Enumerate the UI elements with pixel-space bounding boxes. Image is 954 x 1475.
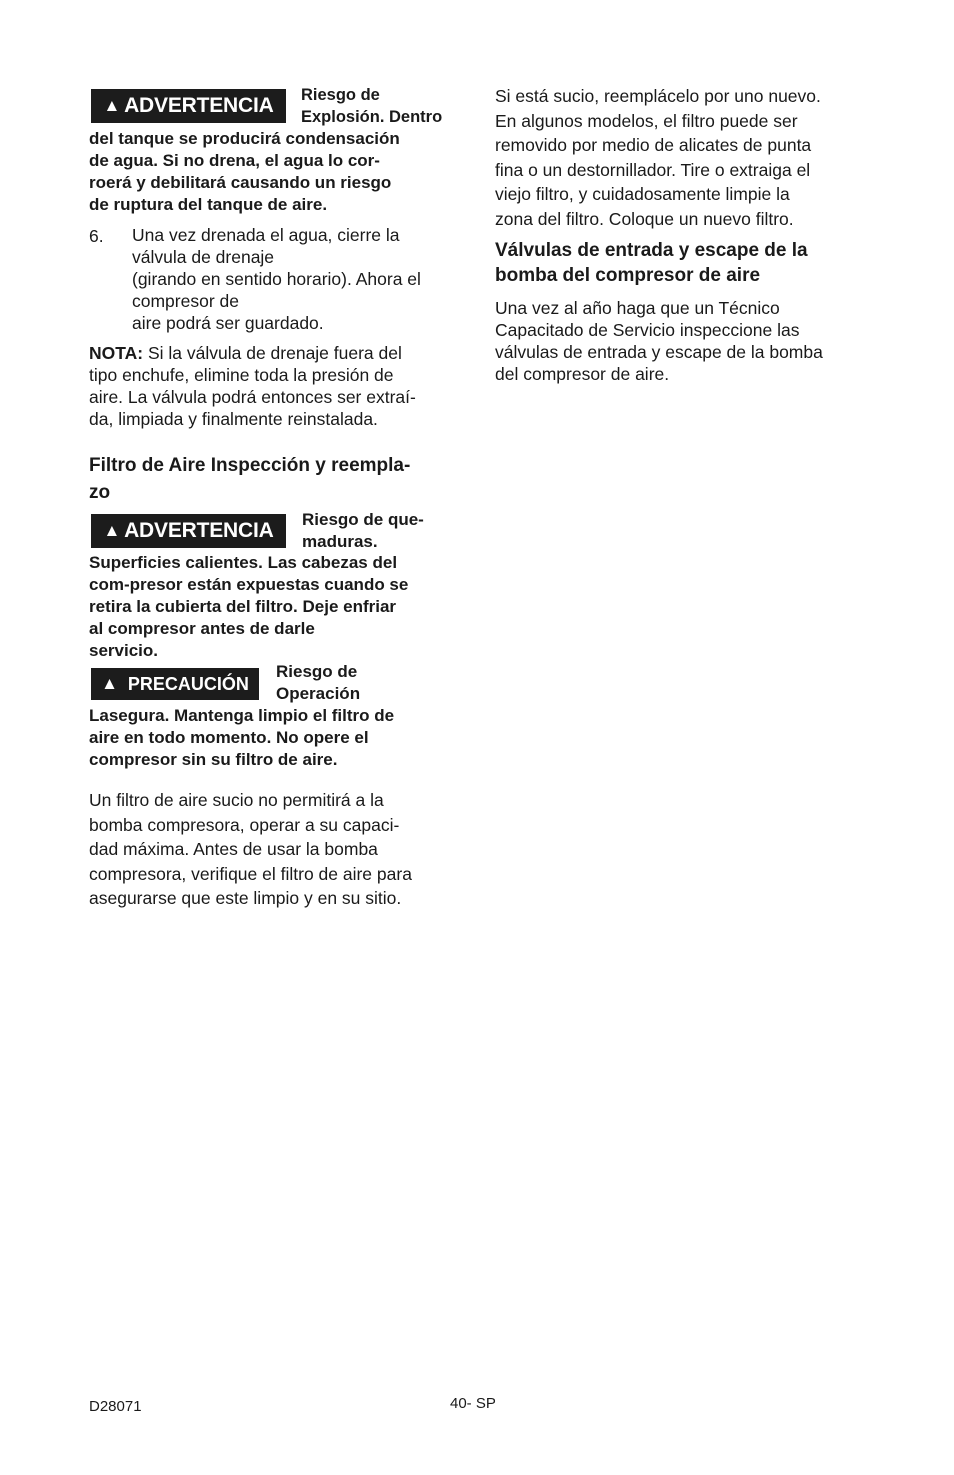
warning-body: Superficies calientes. Las cabezas del com-presor están expuestas cuando se retira la cubierta del filtro. Deje enfriar al compresor antes de darle servicio.	[89, 553, 409, 660]
filter-replace-paragraph: Si está sucio, reemplácelo por uno nuevo. En algunos modelos, el filtro puede ser removido por medio de alicates de punta fina o un destornillador. Tire o extraiga el viejo filtro, y cuidadosamente limpie la zona del filtro. Coloque un nuevo filtro.	[495, 86, 821, 229]
warning-badge	[91, 89, 286, 123]
step-6	[89, 224, 461, 336]
warning-side-text: Riesgo de Explosión. Dentro	[301, 86, 443, 126]
note-paragraph: NOTA: Si la válvula de drenaje fuera del tipo enchufe, elimine toda la presión de aire. La válvula podrá entonces ser extraí- da, limpiada y finalmente reinstalada.	[89, 343, 416, 429]
warning-badge-label: ADVERTENCIA	[124, 94, 274, 117]
filter-paragraph: Un filtro de aire sucio no permitirá a la bomba compresora, operar a su capaci- dad máxima. Antes de usar la bomba compresora, verifique el filtro de aire para asegurarse que este limpio y en su sitio.	[89, 790, 412, 908]
warning-triangle-icon: ▲	[101, 674, 118, 693]
warning-triangle-icon: ▲	[103, 521, 121, 540]
page-number: 40- SP	[450, 1395, 496, 1412]
caution-body: Lasegura. Mantenga limpio el filtro de aire en todo momento. No opere el compresor sin su filtro de aire.	[89, 706, 395, 769]
caution-side-text: Riesgo de Operación	[276, 662, 361, 703]
warning-badge-label: ADVERTENCIA	[124, 519, 274, 542]
caution-badge	[91, 668, 259, 700]
step-number: 6.	[89, 226, 104, 246]
note-label: NOTA:	[89, 343, 144, 363]
filter-heading: Filtro de Aire Inspección y reempla- zo	[89, 455, 411, 503]
model-number: D28071	[89, 1398, 142, 1415]
warning-triangle-icon: ▲	[103, 96, 121, 115]
warning-body: del tanque se producirá condensación de agua. Si no drena, el agua lo cor- roerá y debilitará causando un riesgo de ruptura del tanque de aire.	[89, 129, 400, 214]
warning-side-text: Riesgo de que- maduras.	[302, 510, 424, 551]
valves-heading: Válvulas de entrada y escape de la bomba del compresor de aire	[495, 240, 808, 286]
caution-badge-label: PRECAUCIÓN	[127, 673, 249, 694]
valves-paragraph: Una vez al año haga que un Técnico Capacitado de Servicio inspeccione las válvulas de entrada y escape de la bomba del compresor de aire.	[495, 298, 823, 384]
warning-badge	[91, 514, 286, 548]
step-text: Una vez drenada el agua, cierre la válvula de drenaje (girando en sentido horario). Ahora el compresor de aire podrá ser guardado.	[132, 225, 421, 333]
